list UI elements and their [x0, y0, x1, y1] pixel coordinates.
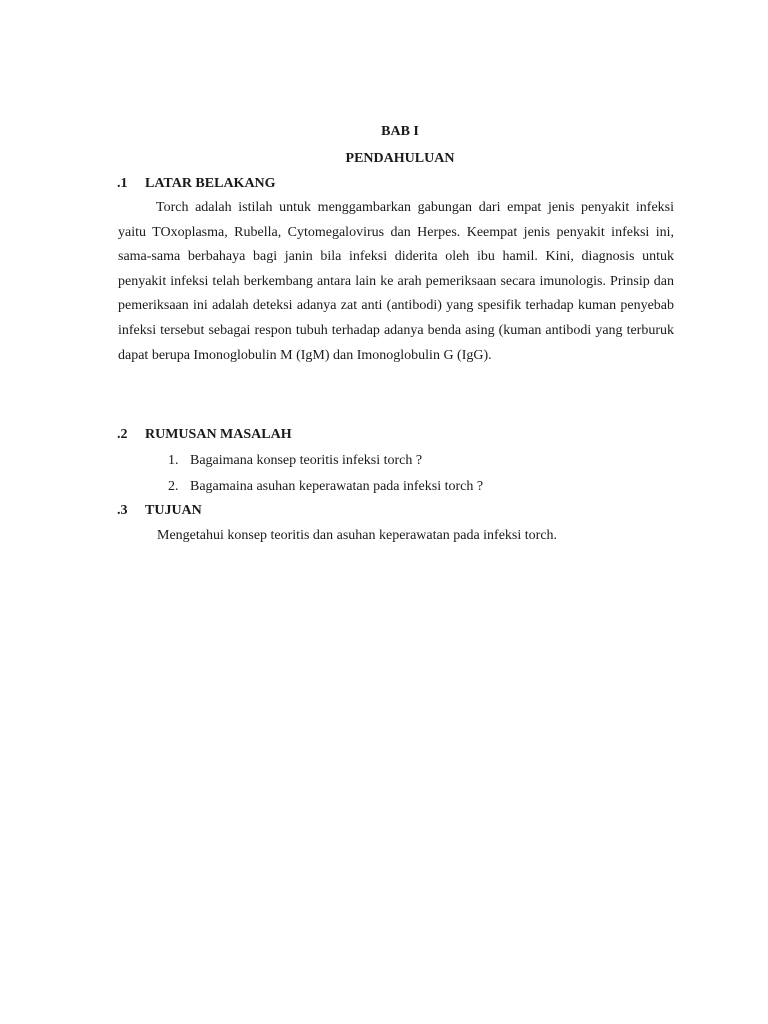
chapter-title: PENDAHULUAN — [345, 151, 455, 166]
section-title: RUMUSAN MASALAH — [145, 427, 292, 442]
list-item-number: 2. — [168, 479, 179, 494]
section-heading-latar-belakang — [117, 176, 276, 192]
section-number: .1 — [117, 176, 128, 191]
list-item — [168, 479, 483, 505]
section-heading-tujuan — [117, 503, 202, 519]
section-number: .2 — [117, 427, 128, 442]
list-item — [168, 453, 483, 479]
list-item-number: 1. — [168, 453, 179, 468]
chapter-number: BAB I — [381, 124, 419, 139]
list-item-text: Bagamaina asuhan keperawatan pada infeksi torch ? — [190, 479, 484, 494]
problem-list — [168, 453, 483, 505]
section-title: TUJUAN — [145, 503, 202, 518]
section-heading-rumusan-masalah — [117, 427, 292, 443]
list-item-text: Bagaimana konsep teoritis infeksi torch ? — [190, 453, 423, 468]
section-number: .3 — [117, 503, 128, 518]
background-paragraph: Torch adalah istilah untuk menggambarkan gabungan dari empat jenis penyakit infeksi yaitu TOxoplasma, Rubella, Cytomegalovirus dan Herpes. Keempat jenis penyakit infeksi ini, sama-sama berbahaya bagi janin bila infeksi diderita oleh ibu hamil. Kini, diagnosis untuk penyakit infeksi telah berkembang antara lain ke arah pemeriksaan secara imunologis. Prinsip dan pemeriksaan ini adalah deteksi adanya zat anti (antibodi) yang spesifik terhadap kuman penyebab infeksi tersebut sebagai respon tubuh terhadap adanya benda asing (kuman antibodi yang terburuk dapat berupa Imonoglobulin M (IgM) dan Imonoglobulin G (IgG). — [118, 200, 674, 363]
objective-text: Mengetahui konsep teoritis dan asuhan keperawatan pada infeksi torch. — [157, 528, 558, 543]
section-title: LATAR BELAKANG — [145, 176, 276, 191]
